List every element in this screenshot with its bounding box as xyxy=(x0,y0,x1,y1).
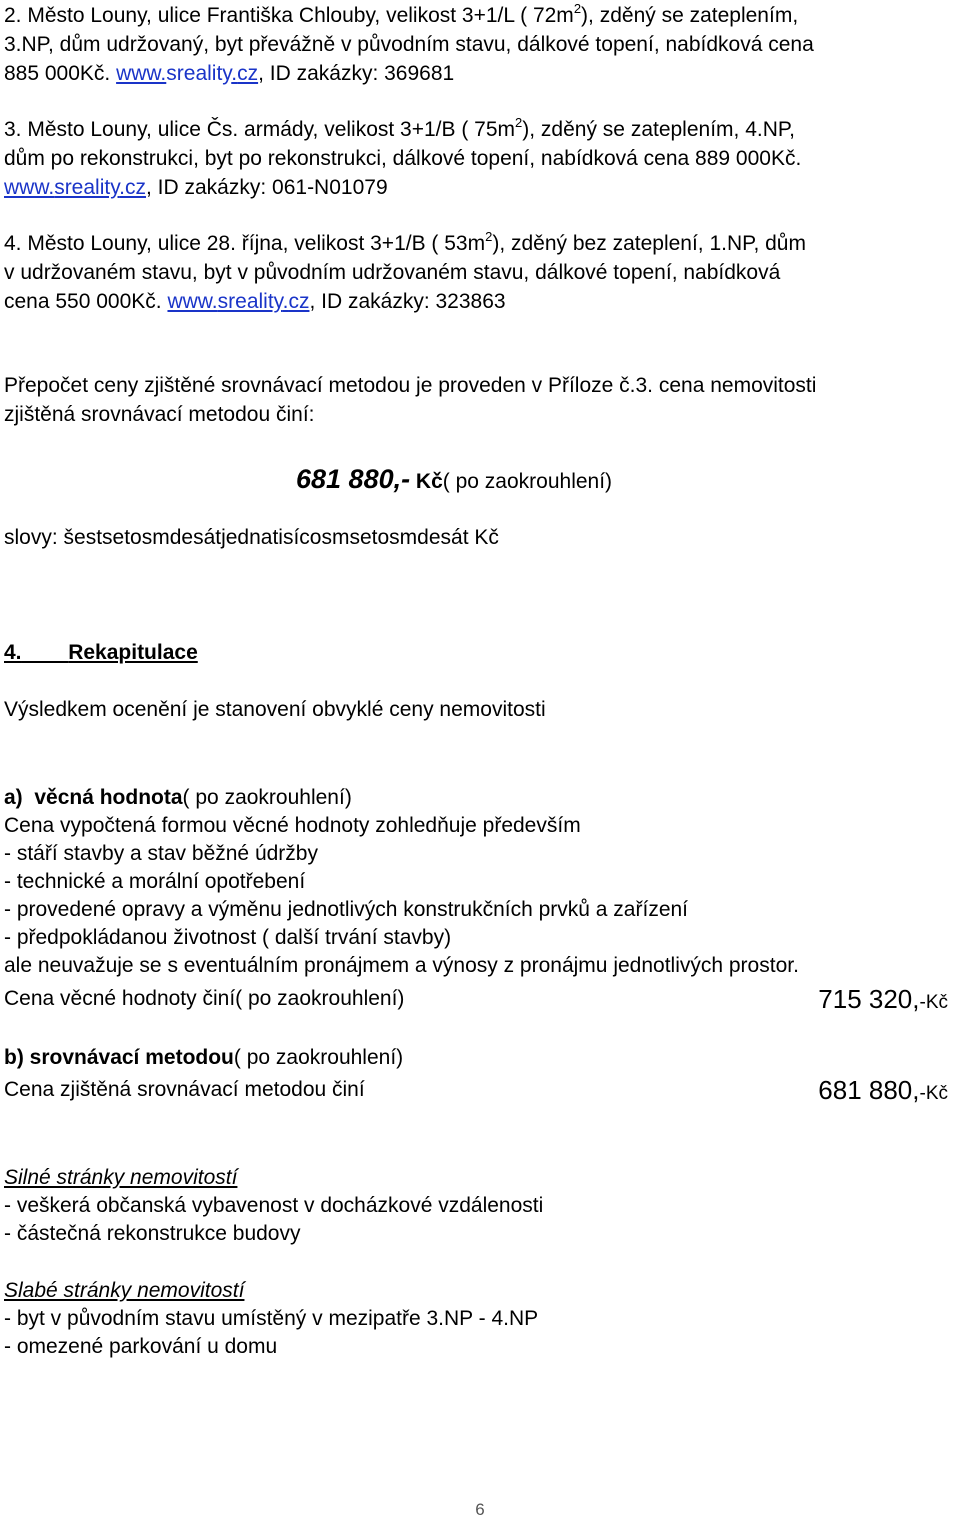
strengths-item: - veškerá občanská vybavenost v docházkové vzdálenosti xyxy=(4,1194,544,1217)
section-heading: 4. Rekapitulace xyxy=(4,641,198,664)
listing-3-line-2: dům po rekonstrukci, byt po rekonstrukci, dálkové topení, nabídková cena 889 000Kč. xyxy=(4,147,802,170)
part-a-line: ale neuvažuje se s eventuálním pronájmem a výnosy z pronájmu jednotlivých prostor. xyxy=(4,954,799,977)
weaknesses-item: - byt v původním stavu umístěný v mezipatře 3.NP - 4.NP xyxy=(4,1307,539,1330)
strengths-title: Silné stránky nemovitostí xyxy=(4,1166,238,1189)
amount-in-words: slovy: šestsetosmdesátjednatisícosmsetosmdesát Kč xyxy=(4,526,499,549)
weaknesses-item: - omezené parkování u domu xyxy=(4,1335,278,1358)
part-a-line: - předpokládanou životnost ( další trvání stavby) xyxy=(4,926,452,949)
page-number: 6 xyxy=(475,1500,485,1519)
listing-4-line-2: v udržovaném stavu, byt v původním udržovaném stavu, dálkové topení, nabídková xyxy=(4,261,781,284)
part-b-heading: b) srovnávací metodou( po zaokrouhlení) xyxy=(4,1046,404,1069)
section-intro: Výsledkem ocenění je stanovení obvyklé ceny nemovitosti xyxy=(4,698,546,721)
listing-3-line-3: www.sreality.cz, ID zakázky: 061-N01079 xyxy=(4,176,388,199)
comparative-text-line-2: zjištěná srovnávací metodou činí: xyxy=(4,403,315,426)
listing-2-line-2: 3.NP, dům udržovaný, byt převážně v původním stavu, dálkové topení, nabídková cena xyxy=(4,33,814,56)
weaknesses-title: Slabé stránky nemovitostí xyxy=(4,1279,245,1302)
listing-3-link[interactable]: www.sreality.cz xyxy=(4,176,146,199)
part-a-result-label: Cena věcné hodnoty činí( po zaokrouhlení) xyxy=(4,987,405,1010)
strengths-item: - částečná rekonstrukce budovy xyxy=(4,1222,301,1245)
part-a-result-value: 715 320,-Kč xyxy=(818,984,948,1014)
part-b-result-label: Cena zjištěná srovnávací metodou činí xyxy=(4,1078,365,1101)
listing-3-line-1: 3. Město Louny, ulice Čs. armády, velikost 3+1/B ( $75m^2$), zděný se zateplením, 4.NP, xyxy=(4,115,796,141)
listing-4-line-3: cena 550 000Kč. www.sreality.cz, ID zakázky: 323863 xyxy=(4,290,506,313)
comparative-amount: 681 880,- Kč( po zaokrouhlení) xyxy=(296,464,613,494)
listing-2-line-3: 885 000Kč. www.sreality.cz, ID zakázky: 369681 xyxy=(4,62,455,85)
listing-2-line-1: 2. Město Louny, ulice Františka Chlouby, velikost 3+1/L ( $72m^2$), zděný se zateplením, xyxy=(4,1,799,27)
part-a-heading: a) věcná hodnota( po zaokrouhlení) xyxy=(4,786,352,809)
comparative-text-line-1: Přepočet ceny zjištěné srovnávací metodou je proveden v Příloze č.3. cena nemovitosti xyxy=(4,374,817,397)
listing-2-link[interactable]: www.sreality.cz xyxy=(116,62,259,85)
part-b-result-value: 681 880,-Kč xyxy=(818,1075,948,1105)
part-a-line: - stáří stavby a stav běžné údržby xyxy=(4,842,318,865)
listing-4-line-1: 4. Město Louny, ulice 28. října, velikost 3+1/B ( $53m^2$), zděný bez zateplení, 1.NP, dům xyxy=(4,229,806,255)
part-a-line: - technické a morální opotřebení xyxy=(4,870,306,893)
part-a-line: - provedené opravy a výměnu jednotlivých konstrukčních prvků a zařízení xyxy=(4,898,689,921)
part-a-line: Cena vypočtená formou věcné hodnoty zohledňuje především xyxy=(4,814,581,837)
listing-4-link[interactable]: www.sreality.cz xyxy=(167,290,310,313)
